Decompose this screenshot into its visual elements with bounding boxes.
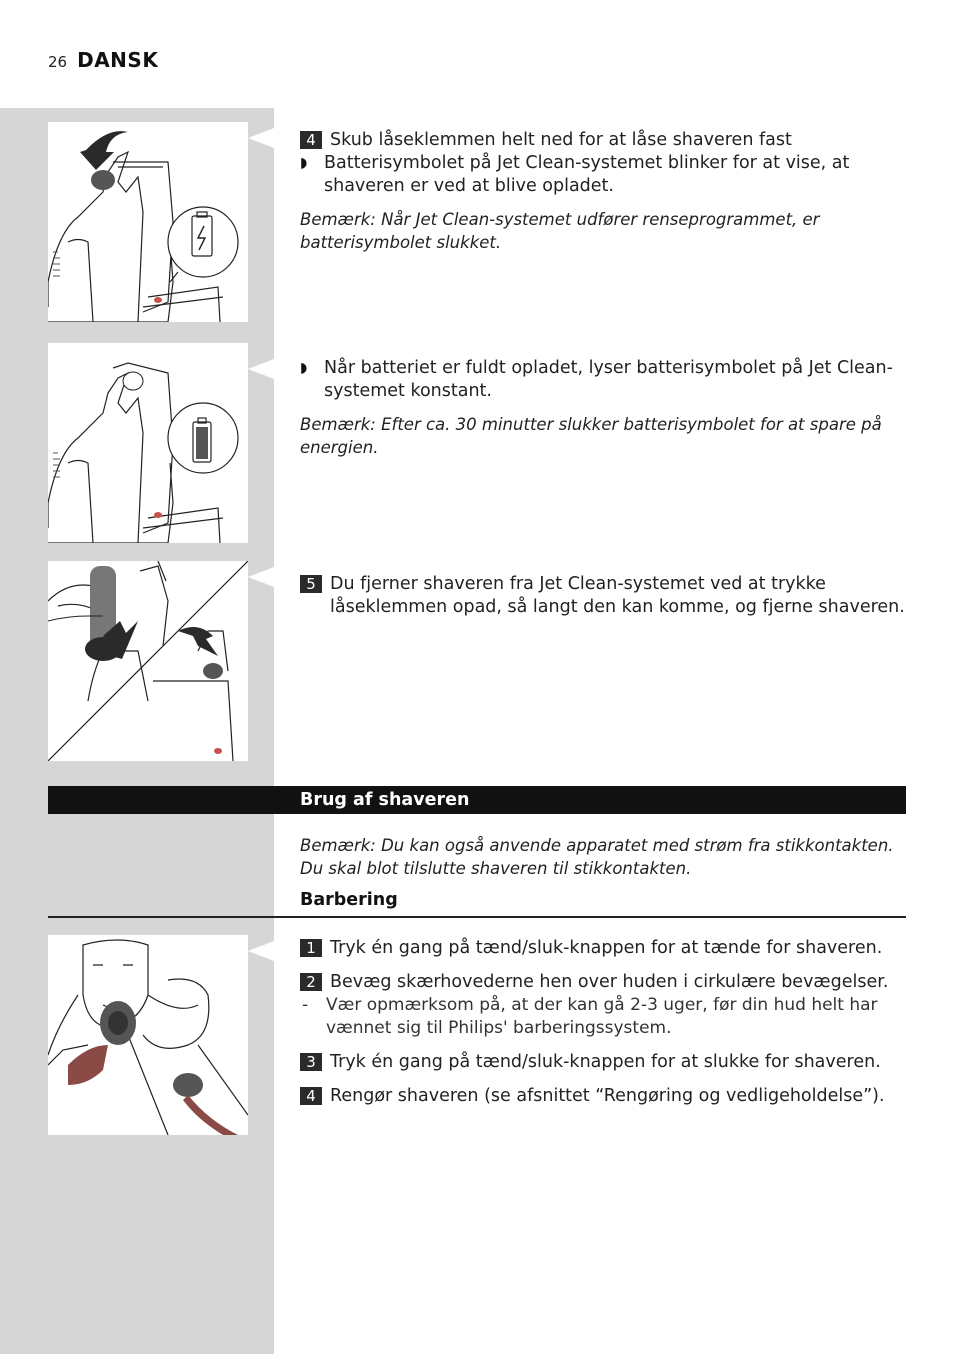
step-number: 3 <box>300 1053 322 1071</box>
step-number: 1 <box>300 939 322 957</box>
instruction-block-2 <box>300 357 906 459</box>
step-row <box>300 971 906 994</box>
figure-pointer <box>248 567 274 587</box>
subsection-rule <box>48 916 906 918</box>
result-text: Når batteriet er fuldt opladet, lyser batterisymbolet på Jet Clean-systemet konstant. <box>324 358 893 401</box>
note-text: Bemærk: Efter ca. 30 minutter slukker batterisymbolet for at spare på energien. <box>300 415 882 457</box>
page-header <box>48 48 158 76</box>
dash-marker: - <box>302 995 309 1015</box>
step-text: Bevæg skærhovederne hen over huden i cirkulære bevægelser. <box>330 972 889 992</box>
result-bullet-icon: ◗ <box>300 155 308 171</box>
figure-battery-full <box>48 343 248 543</box>
result-text: Batterisymbolet på Jet Clean-systemet blinker for at vise, at shaveren er ved at blive opladet. <box>324 153 850 196</box>
figure-pointer <box>248 941 274 961</box>
step-text: Tryk én gang på tænd/sluk-knappen for at slukke for shaveren. <box>330 1052 881 1072</box>
step-row <box>300 1051 906 1074</box>
instruction-block-3 <box>300 573 906 619</box>
step-number: 4 <box>300 131 322 149</box>
battery-full-icon <box>196 427 208 459</box>
shaving-steps <box>300 937 906 1108</box>
tip-row <box>300 994 906 1040</box>
step-row <box>300 1085 906 1108</box>
step-text: Rengør shaveren (se afsnittet “Rengøring og vedligeholdelse”). <box>330 1086 885 1106</box>
subsection-title: Barbering <box>300 890 398 910</box>
step-text: Skub låseklemmen helt ned for at låse shaveren fast <box>330 130 792 150</box>
figure-pointer <box>248 359 274 379</box>
step-row <box>300 129 906 152</box>
step-text: Tryk én gang på tænd/sluk-knappen for at tænde for shaveren. <box>330 938 883 958</box>
step-number: 5 <box>300 575 322 593</box>
figure-pointer <box>248 128 274 148</box>
figure-remove-shaver <box>48 561 248 761</box>
note-text: Bemærk: Når Jet Clean-systemet udfører renseprogrammet, er batterisymbolet slukket. <box>300 210 820 252</box>
step-text: Du fjerner shaveren fra Jet Clean-systemet ved at trykke låseklemmen opad, så langt den kan komme, og fjerne shaveren. <box>330 574 905 617</box>
result-row <box>300 152 906 198</box>
step-row <box>300 573 906 619</box>
section-note: Bemærk: Du kan også anvende apparatet med strøm fra stikkontakten. Du skal blot tilslutte shaveren til stikkontakten. <box>300 836 894 878</box>
figure-shaving-face <box>48 935 248 1135</box>
instruction-block-1 <box>300 129 906 254</box>
result-bullet-icon: ◗ <box>300 360 308 376</box>
tip-text: Vær opmærksom på, at der kan gå 2-3 uger, før din hud helt har vænnet sig til Philips' barberingssystem. <box>326 995 878 1038</box>
step-number: 2 <box>300 973 322 991</box>
page-number: 26 <box>48 53 68 71</box>
arrow-down-icon <box>80 131 128 170</box>
figure-lock-clip-push-down <box>48 122 248 322</box>
step-number: 4 <box>300 1087 322 1105</box>
step-row <box>300 937 906 960</box>
section-title: Brug af shaveren <box>300 790 470 810</box>
section-bar <box>48 786 906 814</box>
page-language-heading: DANSK <box>77 48 159 72</box>
result-row <box>300 357 906 403</box>
